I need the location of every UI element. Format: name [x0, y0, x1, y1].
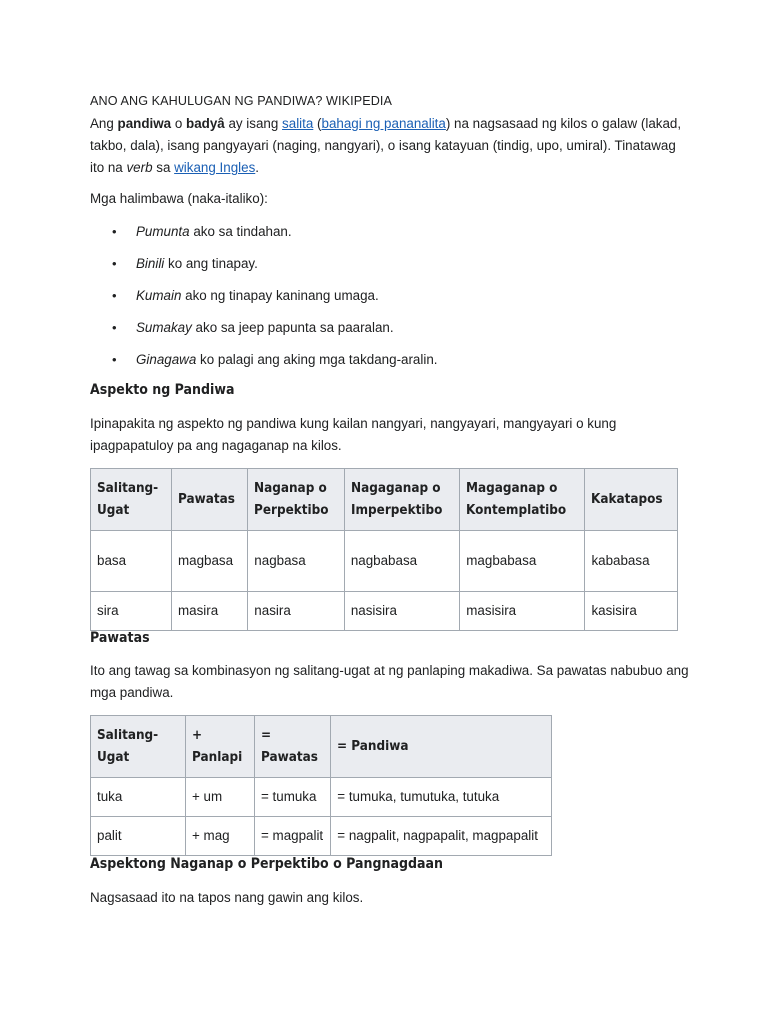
- table-row: [91, 817, 552, 856]
- table-row: [91, 531, 678, 592]
- intro-text: .: [255, 160, 260, 175]
- table-cell: palit: [91, 817, 186, 856]
- example-rest: ako sa tindahan.: [189, 224, 292, 239]
- example-verb: Kumain: [136, 288, 182, 303]
- table-header: Kakatapos: [585, 469, 678, 531]
- heading-pawatas: Pawatas: [90, 630, 150, 646]
- intro-text: o: [171, 116, 187, 131]
- examples-list: [90, 220, 690, 380]
- table-header: Nagaganap o Imperpektibo: [344, 469, 459, 531]
- example-verb: Ginagawa: [136, 352, 197, 367]
- table-cell: = tumuka: [255, 778, 331, 817]
- table-cell: masisira: [460, 592, 585, 631]
- example-rest: ko palagi ang aking mga takdang-aralin.: [196, 352, 438, 367]
- table-cell: nasisira: [344, 592, 459, 631]
- example-verb: Sumakay: [136, 320, 192, 335]
- aspekto-table: [90, 468, 678, 631]
- table-header: Salitang-Ugat: [91, 469, 172, 531]
- table-row: [91, 592, 678, 631]
- example-verb: Pumunta: [136, 224, 190, 239]
- table-header: Magaganap o Kontemplatibo: [460, 469, 585, 531]
- intro-text: sa: [152, 160, 175, 175]
- table-header: Salitang-Ugat: [91, 716, 186, 778]
- intro-text: ) na nagsasaad ng kilos o galaw (lakad, takbo, dala), isang pangyayari (naging, nangyari), o isang katayuan (tindig, upo, umiral). Tinatawag ito na: [90, 116, 682, 175]
- aspekto-paragraph: Ipinapakita ng aspekto ng pandiwa kung kailan nangyari, nangyayari, mangyayari o kung ipagpapatuloy pa ang nagaganap na kilos.: [90, 416, 617, 453]
- pawatas-table: [90, 715, 552, 856]
- table-cell: kasisira: [585, 592, 678, 631]
- pawatas-paragraph: Ito ang tawag sa kombinasyon ng salitang-ugat at ng panlaping makadiwa. Sa pawatas nabubuo ang mga pandiwa.: [90, 663, 689, 700]
- table-header-row: [91, 469, 678, 531]
- table-cell: = magpalit: [255, 817, 331, 856]
- table-cell: basa: [91, 531, 172, 592]
- table-cell: magbasa: [171, 531, 247, 592]
- example-rest: ko ang tinapay.: [164, 256, 258, 271]
- table-cell: = tumuka, tumutuka, tutuka: [331, 778, 552, 817]
- intro-text: Ang: [90, 116, 118, 131]
- table-cell: kababasa: [585, 531, 678, 592]
- example-item: [90, 348, 690, 380]
- heading-aspekto: Aspekto ng Pandiwa: [90, 382, 235, 398]
- table-header: Naganap o Perpektibo: [248, 469, 345, 531]
- table-cell: nasira: [248, 592, 345, 631]
- intro-text: (: [313, 116, 322, 131]
- table-header: = Pandiwa: [331, 716, 552, 778]
- table-cell: nagbabasa: [344, 531, 459, 592]
- table-cell: sira: [91, 592, 172, 631]
- term-verb: verb: [126, 160, 153, 175]
- table-cell: magbabasa: [460, 531, 585, 592]
- table-header: = Pawatas: [255, 716, 331, 778]
- example-verb: Binili: [136, 256, 165, 271]
- intro-paragraph: [90, 113, 690, 179]
- table-cell: tuka: [91, 778, 186, 817]
- example-rest: ako sa jeep papunta sa paaralan.: [191, 320, 394, 335]
- document-title: ANO ANG KAHULUGAN NG PANDIWA? WIKIPEDIA: [90, 94, 393, 108]
- table-cell: = nagpalit, nagpapalit, magpapalit: [331, 817, 552, 856]
- table-header: + Panlapi: [186, 716, 255, 778]
- example-item: [90, 252, 690, 284]
- table-cell: nagbasa: [248, 531, 345, 592]
- table-cell: + mag: [186, 817, 255, 856]
- intro-text: ay isang: [224, 116, 283, 131]
- naganap-paragraph: Nagsasaad ito na tapos nang gawin ang kilos.: [90, 890, 364, 905]
- example-item: [90, 284, 690, 316]
- table-cell: masira: [171, 592, 247, 631]
- link-salita[interactable]: salita: [282, 116, 314, 131]
- example-item: [90, 220, 690, 252]
- link-bahagi-ng-pananalita[interactable]: bahagi ng pananalita: [321, 116, 446, 131]
- term-pandiwa: pandiwa: [117, 116, 172, 131]
- table-header-row: [91, 716, 552, 778]
- table-header: Pawatas: [171, 469, 247, 531]
- example-rest: ako ng tinapay kaninang umaga.: [181, 288, 379, 303]
- example-item: [90, 316, 690, 348]
- link-wikang-ingles[interactable]: wikang Ingles: [174, 160, 256, 175]
- examples-intro: Mga halimbawa (naka-italiko):: [90, 191, 268, 206]
- term-badya: badyâ: [186, 116, 225, 131]
- heading-aspektong-naganap: Aspektong Naganap o Perpektibo o Pangnagdaan: [90, 856, 444, 872]
- table-cell: + um: [186, 778, 255, 817]
- table-row: [91, 778, 552, 817]
